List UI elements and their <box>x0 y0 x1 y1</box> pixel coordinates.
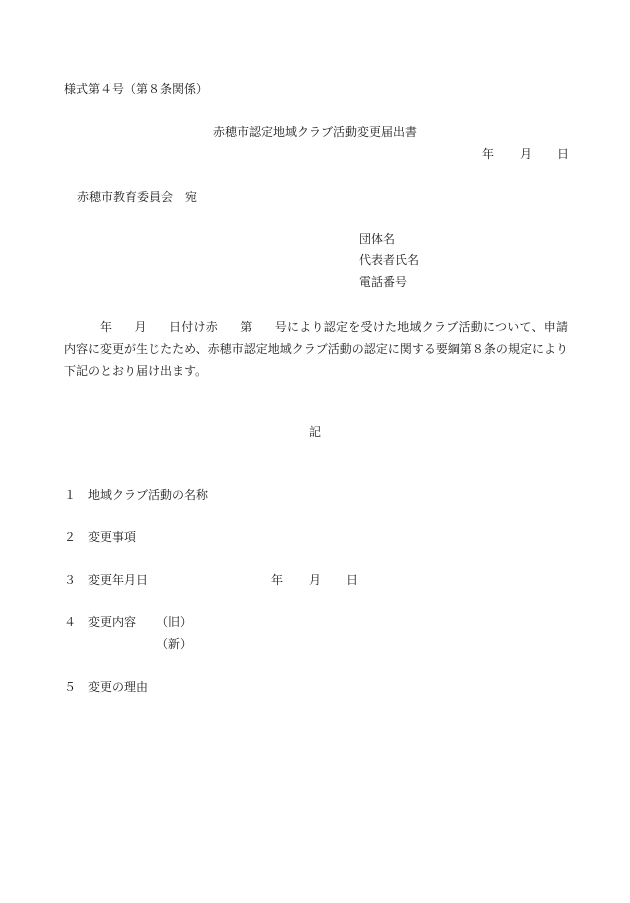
date-day: 日 <box>557 147 570 161</box>
item-label: 変更事項 <box>88 530 137 544</box>
item-label: 変更の理由 <box>88 680 149 694</box>
item-label: 地域クラブ活動の名称 <box>88 488 209 502</box>
item-label: 変更内容 <box>88 615 137 629</box>
item-number: ４ <box>64 615 77 629</box>
change-date-month: 月 <box>309 573 322 587</box>
phone-label: 電話番号 <box>359 275 408 289</box>
item-number: ５ <box>64 680 77 694</box>
change-content-old: （旧） <box>156 615 193 629</box>
item-club-name <box>64 487 208 503</box>
change-date-year: 年 <box>271 573 284 587</box>
item-change-reason <box>64 679 148 695</box>
item-number: ３ <box>64 573 77 587</box>
addressee: 赤穂市教育委員会 宛 <box>77 190 198 204</box>
form-number: 様式第４号（第８条関係） <box>64 82 209 96</box>
item-number: １ <box>64 488 77 502</box>
body-year: 年 <box>100 320 113 334</box>
change-date-day: 日 <box>346 573 359 587</box>
item-change-matter <box>64 529 136 545</box>
document-title: 赤穂市認定地域クラブ活動変更届出書 <box>212 125 417 139</box>
body-dai: 第 <box>240 320 253 334</box>
item-change-date <box>64 572 148 588</box>
item-change-content <box>64 614 136 630</box>
body-dated: 日付け赤 <box>168 320 218 334</box>
ki-heading: 記 <box>308 425 321 439</box>
item-label: 変更年月日 <box>88 573 149 587</box>
group-name-label: 団体名 <box>359 232 396 246</box>
item-number: ２ <box>64 530 77 544</box>
body-rest: 号により認定を受けた地域クラブ活動について、申請内容に変更が生じたため、赤穂市認定地域クラブ活動の認定に関する要綱第８条の規定により下記のとおり届け出ます。 <box>64 320 568 378</box>
change-content-new: （新） <box>156 637 193 651</box>
representative-label: 代表者氏名 <box>359 253 420 267</box>
body-month: 月 <box>134 320 147 334</box>
date-month: 月 <box>520 147 533 161</box>
date-year: 年 <box>482 147 495 161</box>
body-paragraph <box>64 316 568 382</box>
